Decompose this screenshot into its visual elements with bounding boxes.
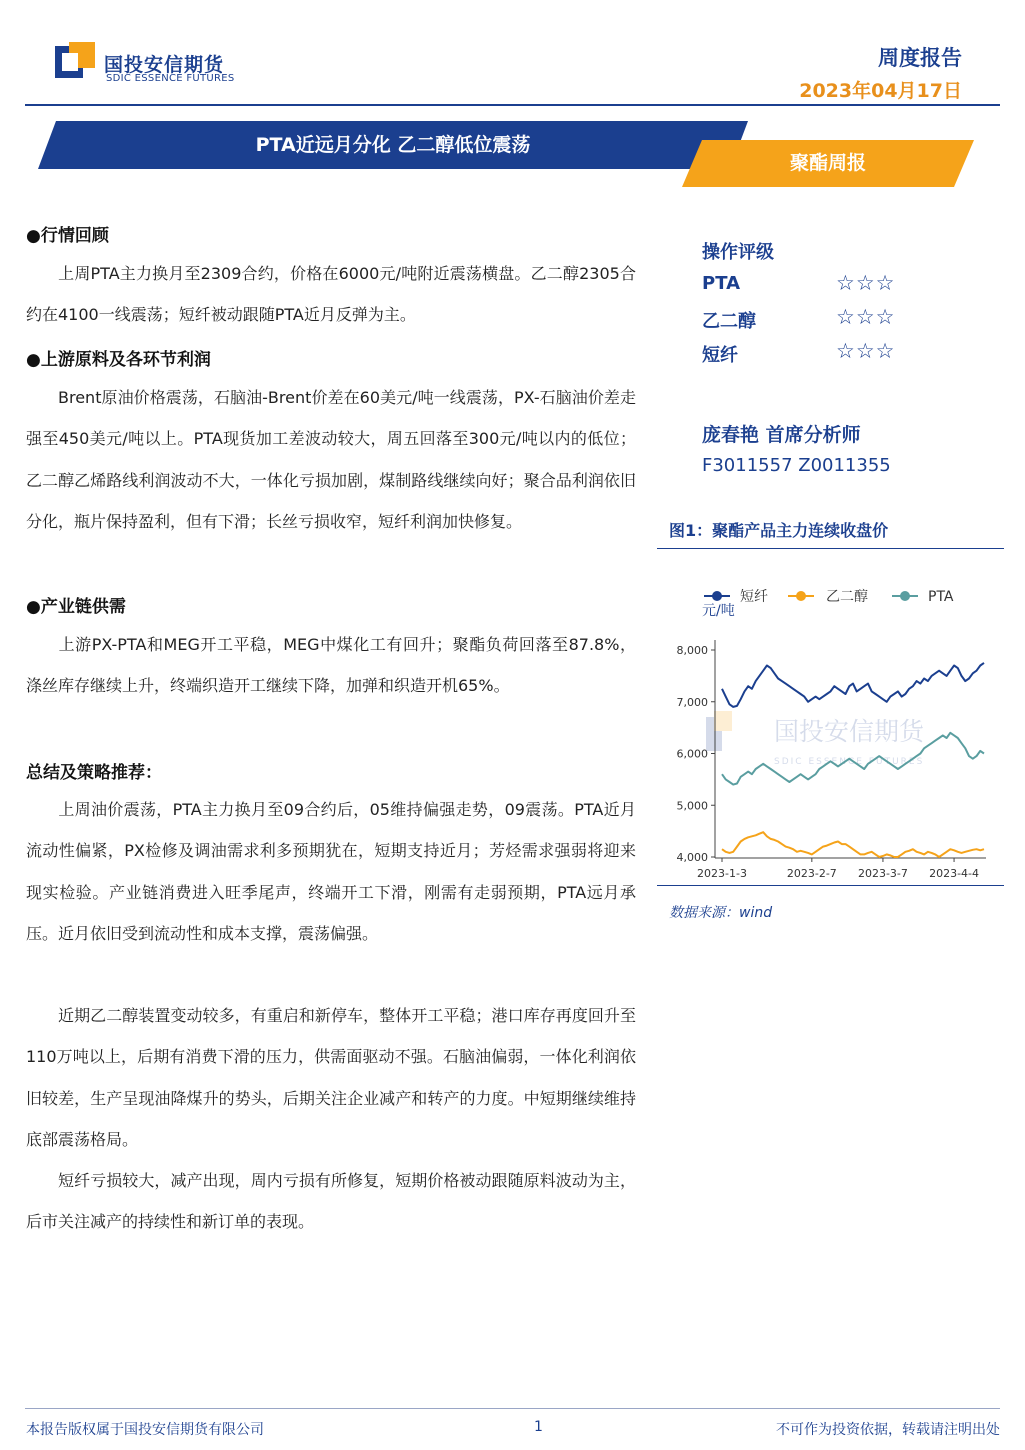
y-ticks bbox=[677, 644, 716, 864]
paragraph-text: Brent原油价格震荡，石脑油-Brent价差在60美元/吨一线震荡，PX-石脑油价差走强至450美元/吨以上。PTA现货加工差波动较大，周五回落至300元/吨以内的低位；乙二醇乙烯路线利润波动不大，一体化亏损加剧，煤制路线继续向好；聚合品利润依旧分化，瓶片保持盈利，但有下滑；长丝亏损收窄，短纤利润加快修复。 bbox=[26, 388, 636, 531]
analyst-name: 庞春艳 首席分析师 bbox=[702, 424, 861, 446]
figure-divider-top bbox=[657, 548, 1004, 549]
series-line-1 bbox=[722, 832, 984, 857]
y-tick-label: 5,000 bbox=[676, 799, 708, 813]
x-tick-label: 2023-4-4 bbox=[929, 867, 980, 880]
rating-title: 操作评级 bbox=[702, 242, 774, 263]
section-heading-market-review: ●行情回顾 bbox=[26, 226, 109, 246]
section-paragraph bbox=[26, 624, 636, 707]
legend-marker bbox=[712, 591, 722, 601]
legend-label: PTA bbox=[928, 589, 954, 605]
header-divider bbox=[25, 104, 1000, 106]
legend-marker bbox=[796, 591, 806, 601]
company-name-en: SDIC ESSENCE FUTURES bbox=[106, 73, 235, 84]
paragraph-text: 上周PTA主力换月至2309合约，价格在6000元/吨附近震荡横盘。乙二醇2305合约在4100一线震荡；短纤被动跟随PTA近月反弹为主。 bbox=[26, 264, 636, 325]
watermark-text-en: SDIC ESSENCE FUTURES bbox=[774, 757, 925, 767]
section-paragraph bbox=[26, 995, 636, 1160]
legend-label: 短纤 bbox=[740, 589, 768, 605]
footer-divider bbox=[25, 1408, 1000, 1409]
figure-title: 图1：聚酯产品主力连续收盘价 bbox=[669, 521, 889, 540]
x-tick-label: 2023-1-3 bbox=[697, 867, 747, 880]
x-ticks bbox=[697, 858, 979, 880]
disclaimer: 不可作为投资依据，转载请注明出处 bbox=[776, 1422, 1000, 1438]
report-title: PTA近远月分化 乙二醇低位震荡 bbox=[255, 134, 531, 156]
section-paragraph bbox=[26, 789, 636, 954]
company-name: 国投安信期货 bbox=[104, 54, 225, 76]
rating-stars-psf: ☆☆☆ bbox=[836, 339, 896, 363]
y-tick-label: 7,000 bbox=[676, 695, 708, 709]
analyst-ids: F3011557 Z0011355 bbox=[702, 455, 891, 476]
paragraph-text: 短纤亏损较大，减产出现，周内亏损有所修复，短期价格被动跟随原料波动为主，后市关注减产的持续性和新订单的表现。 bbox=[26, 1171, 636, 1232]
price-line-chart bbox=[660, 575, 1000, 880]
company-logo-icon bbox=[55, 42, 95, 82]
copyright-notice: 本报告版权属于国投安信期货有限公司 bbox=[26, 1422, 264, 1438]
report-type: 周度报告 bbox=[878, 46, 962, 70]
paragraph-text: 上游PX-PTA和MEG开工平稳，MEG中煤化工有回升；聚酯负荷回落至87.8%，涤丝库存继续上升，终端织造开工继续下降，加弹和织造开机65%。 bbox=[26, 635, 636, 696]
section-paragraph bbox=[26, 377, 636, 542]
section-heading-summary: 总结及策略推荐： bbox=[26, 763, 162, 783]
section-heading-supply-demand: ●产业链供需 bbox=[26, 597, 126, 617]
chart-legend bbox=[704, 589, 954, 605]
y-axis-label: 元/吨 bbox=[702, 603, 735, 619]
x-tick-label: 2023-2-7 bbox=[786, 867, 837, 880]
y-tick-label: 8,000 bbox=[676, 644, 708, 657]
page-number: 1 bbox=[534, 1419, 543, 1435]
rating-item-meg: 乙二醇 bbox=[702, 311, 756, 332]
section-paragraph bbox=[26, 1160, 636, 1243]
report-date: 2023年04月17日 bbox=[799, 80, 962, 102]
x-tick-label: 2023-3-7 bbox=[857, 867, 908, 880]
rating-item-pta: PTA bbox=[702, 273, 741, 294]
legend-marker bbox=[900, 591, 910, 601]
rating-stars-meg: ☆☆☆ bbox=[836, 305, 896, 329]
section-heading-upstream-profit: ●上游原料及各环节利润 bbox=[26, 350, 211, 370]
figure-divider-bottom bbox=[657, 885, 1004, 886]
rating-stars-pta: ☆☆☆ bbox=[836, 271, 896, 295]
report-subtitle: 聚酯周报 bbox=[789, 152, 866, 174]
series-line-0 bbox=[722, 663, 984, 707]
paragraph-text: 上周油价震荡，PTA主力换月至09合约后，05维持偏强走势，09震荡。PTA近月流动性偏紧，PX检修及调油需求利多预期犹在，短期支持近月；芳烃需求强弱将迎来现实检验。产业链消费进入旺季尾声，终端开工下滑，刚需有走弱预期，PTA远月承压。近月依旧受到流动性和成本支撑，震荡偏强。 bbox=[26, 800, 636, 943]
paragraph-text: 近期乙二醇装置变动较多，有重启和新停车，整体开工平稳；港口库存再度回升至110万吨以上，后期有消费下滑的压力，供需面驱动不强。石脑油偏弱，一体化利润依旧较差，生产呈现油降煤升的势头，后期关注企业减产和转产的力度。中短期继续维持底部震荡格局。 bbox=[26, 1006, 636, 1149]
rating-item-psf: 短纤 bbox=[702, 345, 738, 366]
data-source: 数据来源：wind bbox=[669, 905, 773, 921]
watermark-text: 国投安信期货 bbox=[774, 717, 925, 746]
legend-label: 乙二醇 bbox=[826, 589, 868, 605]
section-paragraph bbox=[26, 253, 636, 336]
y-tick-label: 4,000 bbox=[676, 851, 708, 864]
y-tick-label: 6,000 bbox=[676, 747, 708, 761]
watermark bbox=[706, 711, 926, 767]
